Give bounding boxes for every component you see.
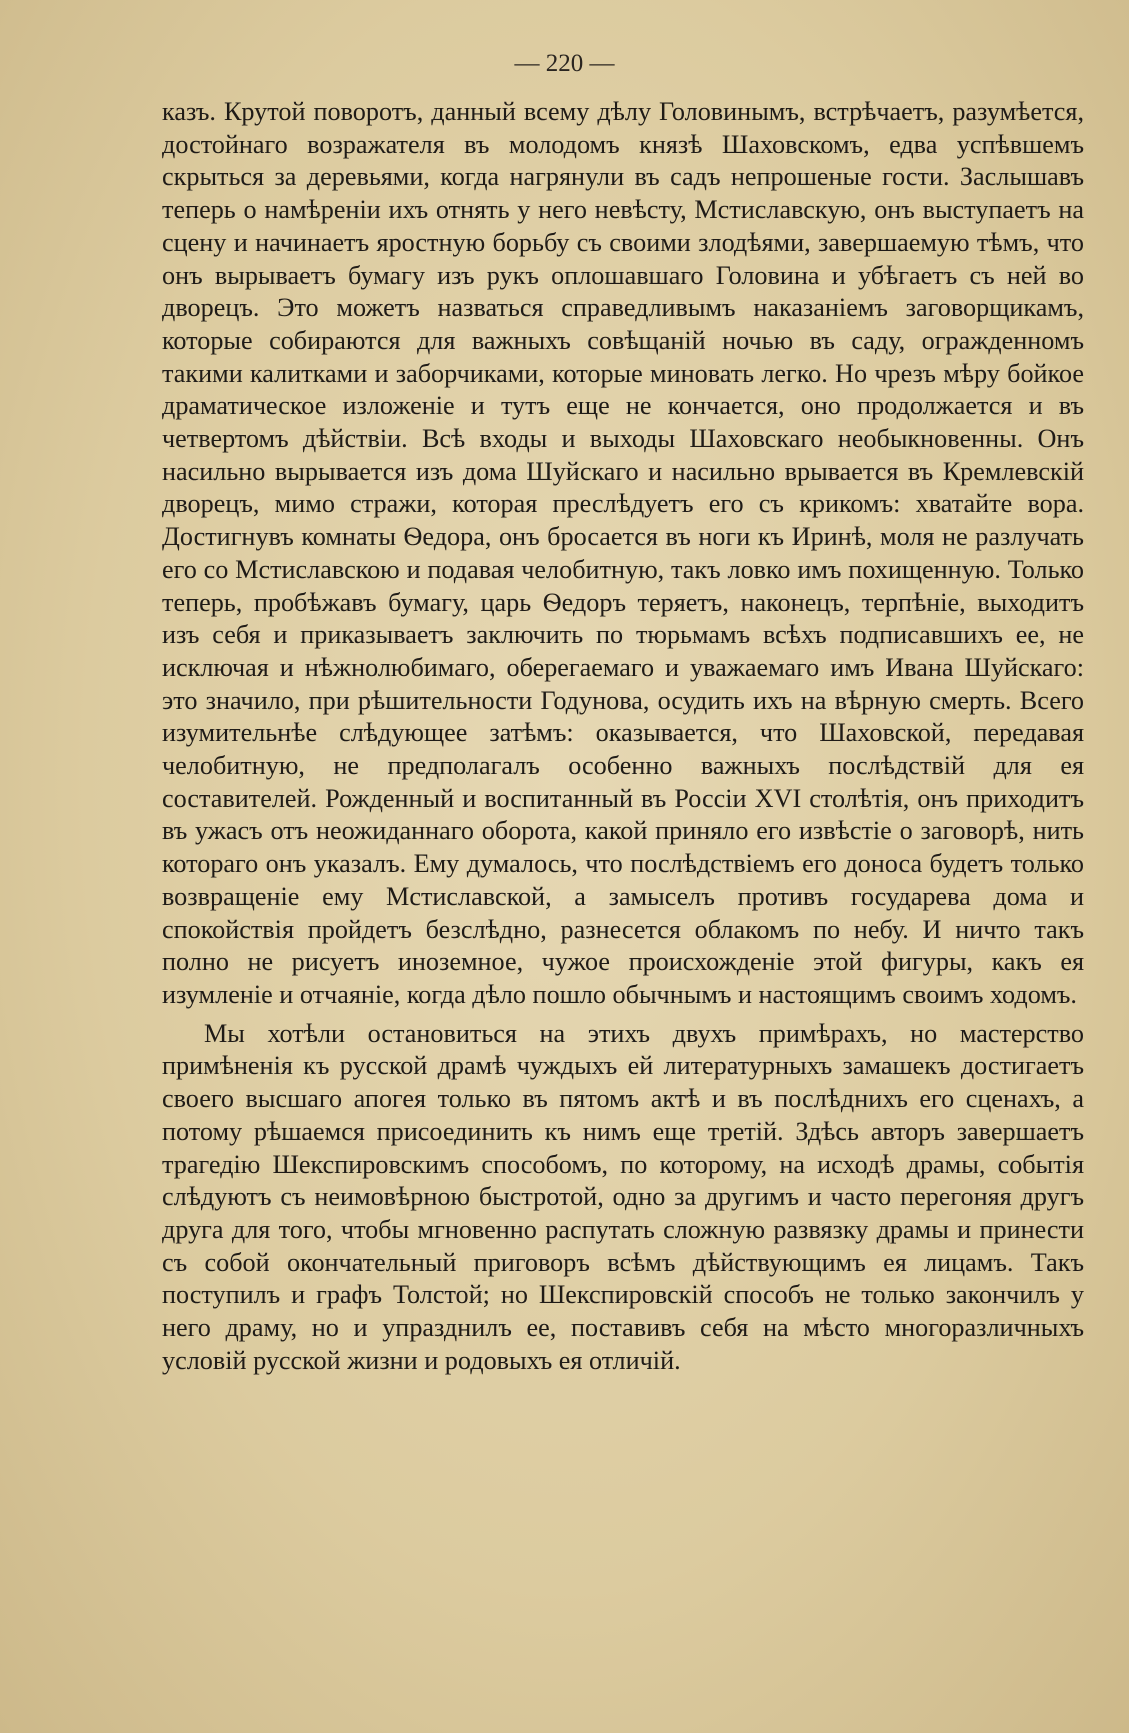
body-text [162, 96, 1084, 1377]
paragraph-2: Мы хотѣли остановиться на этихъ двухъ примѣрахъ, но мастерство примѣненія къ русской драмѣ чуждыхъ ей литературныхъ замашекъ достигаетъ своего высшаго апогея только въ пятомъ актѣ и въ послѣднихъ его сценахъ, а потому рѣшаемся присоединить къ нимъ еще третій. Здѣсь авторъ завершаетъ трагедію Шекспировскимъ способомъ, по которому, на исходѣ драмы, событія слѣдуютъ съ неимовѣрною быстротой, одно за другимъ и часто перегоняя другъ друга для того, чтобы мгновенно распутать сложную развязку драмы и принести съ собой окончательный приговоръ всѣмъ дѣйствующимъ ея лицамъ. Такъ поступилъ и графъ Толстой; но Шекспировскій способъ не только закончилъ у него драму, но и упразднилъ ее, поставивъ себя на мѣсто многоразличныхъ условій русской жизни и родовыхъ ея отличій. [162, 1018, 1084, 1375]
paragraph-1: казъ. Крутой поворотъ, данный всему дѣлу Головинымъ, встрѣчаетъ, разумѣется, достойнаго возражателя въ молодомъ князѣ Шаховскомъ, едва успѣвшемъ скрыться за деревьями, когда нагрянули въ садъ непрошеные гости. Заслышавъ теперь о намѣреніи ихъ отнять у него невѣсту, Мстиславскую, онъ выступаетъ на сцену и начинаетъ яростную борьбу съ своими злодѣями, завершаемую тѣмъ, что онъ вырываетъ бумагу изъ рукъ оплошавшаго Головина и убѣгаетъ съ ней во дворецъ. Это можетъ назваться справедливымъ наказаніемъ заговорщикамъ, которые собираются для важныхъ совѣщаній ночью въ саду, огражденномъ такими калитками и заборчиками, которые миновать легко. Но чрезъ мѣру бойкое драматическое изложеніе и тутъ еще не кончается, оно продолжается и въ четвертомъ дѣйствіи. Всѣ входы и выходы Шаховскаго необыкновенны. Онъ насильно вырывается изъ дома Шуйскаго и насильно врывается въ Кремлевскій дворецъ, мимо стражи, которая преслѣдуетъ его съ крикомъ: хватайте вора. Достигнувъ комнаты Ѳедора, онъ бросается въ ноги къ Иринѣ, моля не разлучать его со Мстиславскою и подавая челобитную, такъ ловко имъ похищенную. Только теперь, пробѣжавъ бумагу, царь Ѳедоръ теряетъ, наконецъ, терпѣніе, выходитъ изъ себя и приказываетъ заключить по тюрьмамъ всѣхъ подписавшихъ ее, не исключая и нѣжнолюбимаго, оберегаемаго и уважаемаго имъ Ивана Шуйскаго: это значило, при рѣшительности Годунова, осудить ихъ на вѣрную смерть. Всего изумительнѣе слѣдующее затѣмъ: оказывается, что Шаховской, передавая челобитную, не предполагалъ особенно важныхъ послѣдствій для ея составителей. Рожденный и воспитанный въ Россіи XVI столѣтія, онъ приходитъ въ ужасъ отъ неожиданнаго оборота, какой приняло его извѣстіе о заговорѣ, нить котораго онъ указалъ. Ему думалось, что послѣдствіемъ его доноса будетъ только возвращеніе ему Мстиславской, а замыселъ противъ государева дома и спокойствія пройдетъ безслѣдно, разнесется облакомъ по небу. И ничто такъ полно не рисуетъ иноземное, чужое происхожденіе этой фигуры, какъ ея изумленіе и отчаяніе, когда дѣло пошло обычнымъ и настоящимъ своимъ ходомъ. [162, 97, 1084, 1009]
page-number: — 220 — [514, 50, 615, 77]
